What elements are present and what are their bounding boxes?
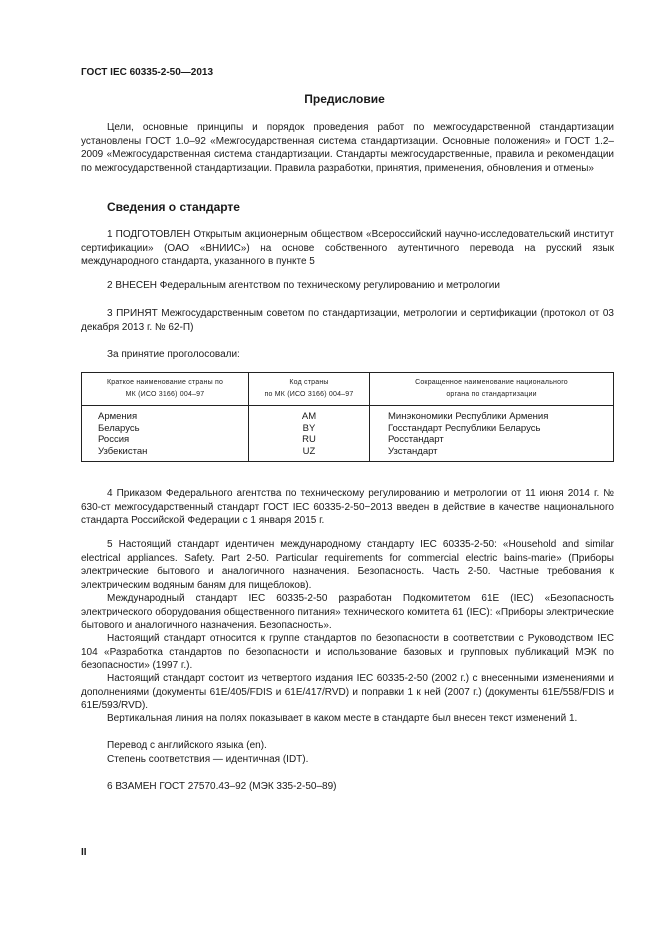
page-number: II bbox=[81, 847, 87, 858]
info-item-5-para-5: Вертикальная линия на полях показывает в каком месте в стандарте был внесен текст изменений 1. bbox=[107, 713, 578, 724]
foreword-text: Цели, основные принципы и порядок проведения работ по межгосударственной стандартизации установлены ГОСТ 1.0–92 «Межгосударственная система стандартизации. Основные положения» и ГОСТ 1.2–2009 «Межгосударственная система стандартизации. Стандарты межгосударственные, правила и рекомендации по межгосударственной стандартизации. Правила разработки, принятия, применения, обновления и отмены» bbox=[81, 122, 614, 174]
country-code: UZ bbox=[302, 445, 316, 457]
voting-table-header-row bbox=[82, 373, 614, 406]
body-cell bbox=[370, 406, 614, 462]
country-name: Россия bbox=[98, 434, 130, 445]
standards-body: Узстандарт bbox=[388, 445, 438, 457]
voted-label: За принятие проголосовали: bbox=[107, 349, 240, 360]
country-code: BY bbox=[302, 422, 316, 434]
col-body-header: Сокращенное наименование национального органа по стандартизации bbox=[370, 373, 614, 406]
info-item-2: 2 ВНЕСЕН Федеральным агентством по техническому регулированию и метрологии bbox=[107, 280, 500, 291]
col-country-header: Краткое наименование страны по МК (ИСО 3166) 004–97 bbox=[82, 373, 249, 406]
country-code: AM bbox=[301, 411, 317, 422]
voting-table-body-row bbox=[82, 406, 614, 462]
code-cell bbox=[249, 406, 370, 462]
standards-body: Росстандарт bbox=[388, 434, 444, 445]
info-item-1: 1 ПОДГОТОВЛЕН Открытым акционерным обществом «Всероссийский научно-исследовательский институт сертификации» (ОАО «ВНИИС») на основе собственного аутентичного перевода на русский язык международного стандарта, указанного в пункте 5 bbox=[81, 229, 614, 268]
info-item-5-para-2: Международный стандарт IEC 60335-2-50 разработан Подкомитетом 61E (IEC) «Безопасность электрического оборудования общественного питания» технического комитета 61 (IEC): «Приборы электрические бытового и аналогичного назначения. Безопасность». bbox=[81, 593, 614, 632]
info-item-6: 6 ВЗАМЕН ГОСТ 27570.43–92 (МЭК 335-2-50–89) bbox=[107, 781, 337, 792]
info-item-4: 4 Приказом Федерального агентства по техническому регулированию и метрологии от 11 июня 2014 г. № 630-ст межгосударственный стандарт ГОСТ IEC 60335-2-50−2013 введен в действие в качестве национального стандарта Российской Федерации с 1 января 2015 г. bbox=[81, 488, 614, 527]
standards-body: Госстандарт Республики Беларусь bbox=[388, 422, 541, 434]
standards-body: Минэкономики Республики Армения bbox=[388, 411, 549, 422]
col-code-header: Код страны по МК (ИСО 3166) 004–97 bbox=[249, 373, 370, 406]
country-code: RU bbox=[302, 434, 316, 445]
info-item-5-para-4: Настоящий стандарт состоит из четвертого издания IEC 60335-2-50 (2002 г.) с внесенными изменениями и дополнениями (документы 61E/405/FDIS и 61E/417/RVD) и поправки 1 к ней (2007 г.) (документы 61E/558/FDIS и 61E/593/RVD). bbox=[81, 673, 614, 712]
voting-table bbox=[81, 372, 614, 462]
country-name: Беларусь bbox=[98, 422, 140, 434]
country-cell bbox=[82, 406, 249, 462]
foreword-title: Предисловие bbox=[304, 92, 385, 106]
info-item-3: 3 ПРИНЯТ Межгосударственным советом по стандартизации, метрологии и сертификации (протокол от 03 декабря 2013 г. № 62-П) bbox=[81, 308, 614, 333]
document-code-header: ГОСТ IEC 60335-2-50—2013 bbox=[81, 67, 214, 78]
info-title: Сведения о стандарте bbox=[107, 200, 240, 214]
country-name: Армения bbox=[98, 411, 138, 422]
info-item-5: 5 Настоящий стандарт идентичен международному стандарту IEC 60335-2-50: «Household and similar electrical appliances. Safety. Part 2-50. Particular requirements for commercial electric bains-marie» (Приборы электрические бытового и аналогичного назначения. Безопасность. Часть 2-50. Частные требования к электрическим водяным баням для пищеблоков). bbox=[81, 539, 614, 591]
country-name: Узбекистан bbox=[98, 445, 148, 457]
info-item-5-para-7: Степень соответствия — идентичная (IDT). bbox=[107, 754, 309, 765]
info-item-5-para-3: Настоящий стандарт относится к группе стандартов по безопасности в соответствии с Руководством IEC 104 «Разработка стандартов по безопасности и использование базовых и групповых публикаций МЭК по безопасности» (1997 г.). bbox=[81, 633, 614, 672]
info-item-5-para-6: Перевод с английского языка (en). bbox=[107, 740, 267, 751]
